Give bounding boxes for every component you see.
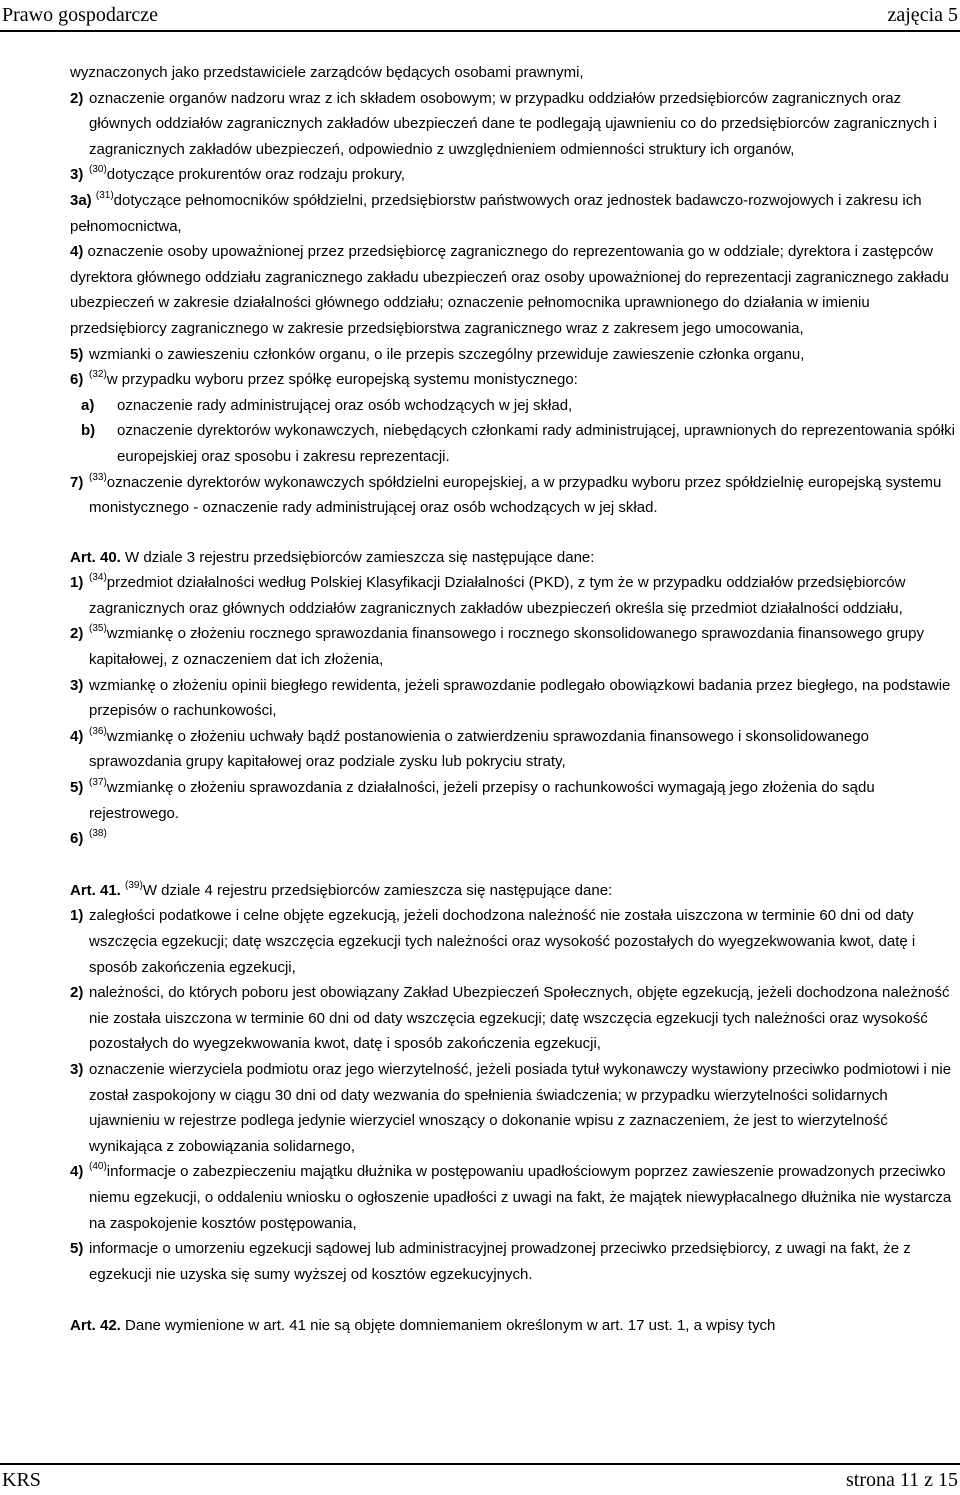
page-header: [0, 0, 960, 32]
footnote-ref: (38): [89, 828, 107, 840]
item-text: wzmiankę o złożeniu uchwały bądź postanowienia o zatwierdzeniu sprawozdania finansowego i skonsolidowanego sprawozdania grupy kapitałowej oraz podziale zysku lub pokryciu straty,: [89, 727, 869, 771]
item-text: wzmiankę o złożeniu sprawozdania z działalności, jeżeli przepisy o rachunkowości wymagają jego złożenia do sądu rejestrowego.: [89, 779, 875, 822]
header-lesson: zajęcia 5: [887, 4, 958, 26]
sub-item-text: oznaczenie dyrektorów wykonawczych, niebędących członkami rady administrującej, uprawnionych do reprezentowania spółki europejskiej oraz sposobu i zakresu reprezentacji.: [117, 422, 955, 465]
article-41: [70, 878, 960, 904]
item-number: 3): [70, 1060, 84, 1078]
article-title: Art. 40.: [70, 548, 121, 566]
page-footer: [0, 1463, 960, 1495]
footnote-ref: (30): [89, 164, 107, 176]
list-item: [70, 188, 960, 239]
item-text: w przypadku wyboru przez spółkę europejską systemu monistycznego:: [106, 371, 578, 389]
list-item: [70, 342, 960, 368]
list-item: [70, 903, 960, 980]
sub-item-letter: a): [81, 396, 95, 414]
list-item: [70, 980, 960, 1057]
art39-items: [70, 86, 960, 521]
list-item: [70, 367, 960, 393]
footnote-ref: (40): [89, 1161, 107, 1173]
art41-items: [70, 903, 960, 1287]
header-title: Prawo gospodarcze: [2, 4, 159, 26]
list-item: [70, 826, 960, 852]
item-text: informacje o umorzeniu egzekucji sądowej lub administracyjnej prowadzonej przeciwko przedsiębiorcy, z uwagi na fakt, że z egzekucji nie uzyska się sumy wyższej od kosztów egzekucyjnych.: [89, 1240, 911, 1283]
list-item: [70, 673, 960, 724]
item-number: 1): [70, 907, 84, 925]
item-text: informacje o zabezpieczeniu majątku dłużnika w postępowaniu upadłościowym poprzez zawieszenie prowadzonych przeciwko niemu egzekucji, o oddaleniu wniosku o ogłoszenie upadłości z uwagi na fakt, że majątek niewypłacalnego dłużnika nie wystarcza na zaspokojenie kosztów postępowania,: [89, 1163, 952, 1232]
item-number: 4): [70, 1163, 84, 1181]
item-text: wzmiankę o złożeniu opinii biegłego rewidenta, jeżeli sprawozdanie podlegało obowiązkowi badania przez biegłego, na podstawie przepisów o rachunkowości,: [89, 676, 951, 720]
item-text: wzmiankę o złożeniu rocznego sprawozdania finansowego i rocznego skonsolidowanego sprawozdania finansowego grupy kapitałowej, z oznaczeniem dat ich złożenia,: [89, 625, 924, 669]
article-intro: W dziale 3 rejestru przedsiębiorców zamieszcza się następujące dane:: [125, 548, 595, 566]
item-number: 3): [70, 166, 84, 184]
footnote-ref: (35): [89, 623, 107, 635]
continued-line: [70, 60, 960, 86]
list-item: [70, 470, 960, 521]
footnote-ref: (36): [89, 725, 107, 737]
sub-item: [70, 393, 960, 419]
item-number: 7): [70, 473, 84, 491]
item-text: przedmiot działalności według Polskiej Klasyfikacji Działalności (PKD), z tym że w przypadku oddziałów przedsiębiorców zagranicznych oraz głównych oddziałów zagranicznych zakładów ubezpieczeń określa się przedmiot działalności oddziału,: [89, 574, 906, 617]
footnote-ref: (37): [89, 777, 107, 789]
list-item: [70, 570, 960, 621]
document-body: [70, 60, 960, 1339]
item-number: 1): [70, 574, 84, 592]
item-text: zaległości podatkowe i celne objęte egzekucją, jeżeli dochodzona należność nie została uiszczona w terminie 60 dni od daty wszczęcia egzekucji; datę wszczęcia egzekucji tych należności oraz wysokość pozostałych do wyegzekwowania kwot, datę i sposób zakończenia egzekucji,: [89, 907, 916, 976]
continued-text: wyznaczonych jako przedstawiciele zarządców będących osobami prawnymi,: [70, 64, 584, 81]
footer-label: KRS: [2, 1469, 41, 1491]
footnote-ref: (34): [89, 572, 107, 584]
item-number: 3): [70, 676, 84, 694]
item-text: należności, do których poboru jest obowiązany Zakład Ubezpieczeń Społecznych, objęte egzekucją, jeżeli dochodzona należność nie została uiszczona w terminie 60 dni od daty wszczęcia egzekucji; datę wszczęcia egzekucji tych należności oraz wysokość pozostałych do wyegzekwowania kwot, datę i sposób zakończenia egzekucji,: [89, 984, 950, 1053]
item-number: 5): [70, 779, 84, 797]
sub-item-text: oznaczenie rady administrującej oraz osób wchodzących w jej skład,: [117, 396, 573, 414]
article-title: Art. 41.: [70, 881, 121, 899]
footnote-ref: (31): [95, 189, 114, 201]
article-40: [70, 545, 960, 571]
item-number: 6): [70, 830, 84, 848]
footnote-ref: (33): [89, 471, 107, 483]
item-number: 2): [70, 89, 84, 107]
list-item: [70, 162, 960, 188]
item-number: 3a): [70, 191, 92, 209]
list-item: [70, 724, 960, 775]
item-text: dotyczące prokurentów oraz rodzaju prokury,: [106, 166, 405, 184]
list-item: [70, 1057, 960, 1159]
page-number: strona 11 z 15: [845, 1469, 958, 1491]
article-42: [70, 1313, 960, 1339]
item-text: wzmianki o zawieszeniu członków organu, o ile przepis szczególny przewiduje zawieszenie członka organu,: [89, 345, 805, 363]
list-item: [70, 1236, 960, 1287]
item-number: 4): [70, 727, 84, 745]
art40-items: [70, 570, 960, 852]
item-number: 2): [70, 984, 84, 1002]
item-text: oznaczenie osoby upoważnionej przez przedsiębiorcę zagranicznego do reprezentowania go w oddziale; dyrektora i zastępców dyrektora głównego oddziału zagranicznego zakładu ubezpieczeń oraz osoby upoważnionej do reprezentacji zagranicznego zakładu ubezpieczeń w zakresie działalności głównego oddziału; oznaczenie pełnomocnika uprawnionego do działania w imieniu przedsiębiorcy zagranicznego w zakresie przedsiębiorstwa zagranicznego wraz z zakresem jego umocowania,: [70, 243, 949, 337]
sub-item-letter: b): [81, 422, 96, 440]
item-text: oznaczenie organów nadzoru wraz z ich składem osobowym; w przypadku oddziałów przedsiębiorców zagranicznych oraz głównych oddziałów zagranicznych zakładów ubezpieczeń dane te podlegają ujawnieniu co do przedsiębiorców zagranicznych i zagranicznych zakładów ubezpieczeń, odpowiednio z uwzględnieniem odmienności struktury ich organów,: [89, 89, 938, 158]
list-item: [70, 86, 960, 163]
item-text: oznaczenie dyrektorów wykonawczych spółdzielni europejskiej, a w przypadku wyboru przez spółdzielnię europejską systemu monistycznego - oznaczenie rady administrującej oraz osób wchodzących w jej skład.: [89, 473, 942, 517]
list-item: [70, 1159, 960, 1236]
sub-item: [70, 418, 960, 469]
item-number: 2): [70, 625, 84, 643]
article-text: Dane wymienione w art. 41 nie są objęte domniemaniem określonym w art. 17 ust. 1, a wpisy tych: [125, 1317, 776, 1335]
item-text: oznaczenie wierzyciela podmiotu oraz jego wierzytelność, jeżeli posiada tytuł wykonawczy wystawiony przeciwko podmiotowi i nie został zaspokojony w ciągu 30 dni od daty wezwania do spełnienia świadczenia; w przypadku wierzytelności solidarnych ujawnieniu w rejestrze podlega jedynie wierzyciel wnoszący o dokonanie wpisu z zaznaczeniem, że jest to wierzytelność wynikająca z zobowiązania solidarnego,: [89, 1060, 952, 1155]
article-title: Art. 42.: [70, 1317, 121, 1335]
item-number: 5): [70, 1240, 84, 1258]
list-item: [70, 621, 960, 672]
footnote-ref: (32): [89, 369, 107, 381]
list-item: [70, 239, 960, 341]
item-number: 5): [70, 345, 84, 363]
footnote-ref: (39): [125, 879, 143, 891]
item-number: 4): [70, 243, 84, 261]
article-intro: W dziale 4 rejestru przedsiębiorców zamieszcza się następujące dane:: [142, 881, 613, 899]
list-item: [70, 775, 960, 826]
item-number: 6): [70, 371, 84, 389]
item-text: dotyczące pełnomocników spółdzielni, przedsiębiorstw państwowych oraz jednostek badawczo-rozwojowych i zakresu ich pełnomocnictwa,: [70, 191, 922, 235]
